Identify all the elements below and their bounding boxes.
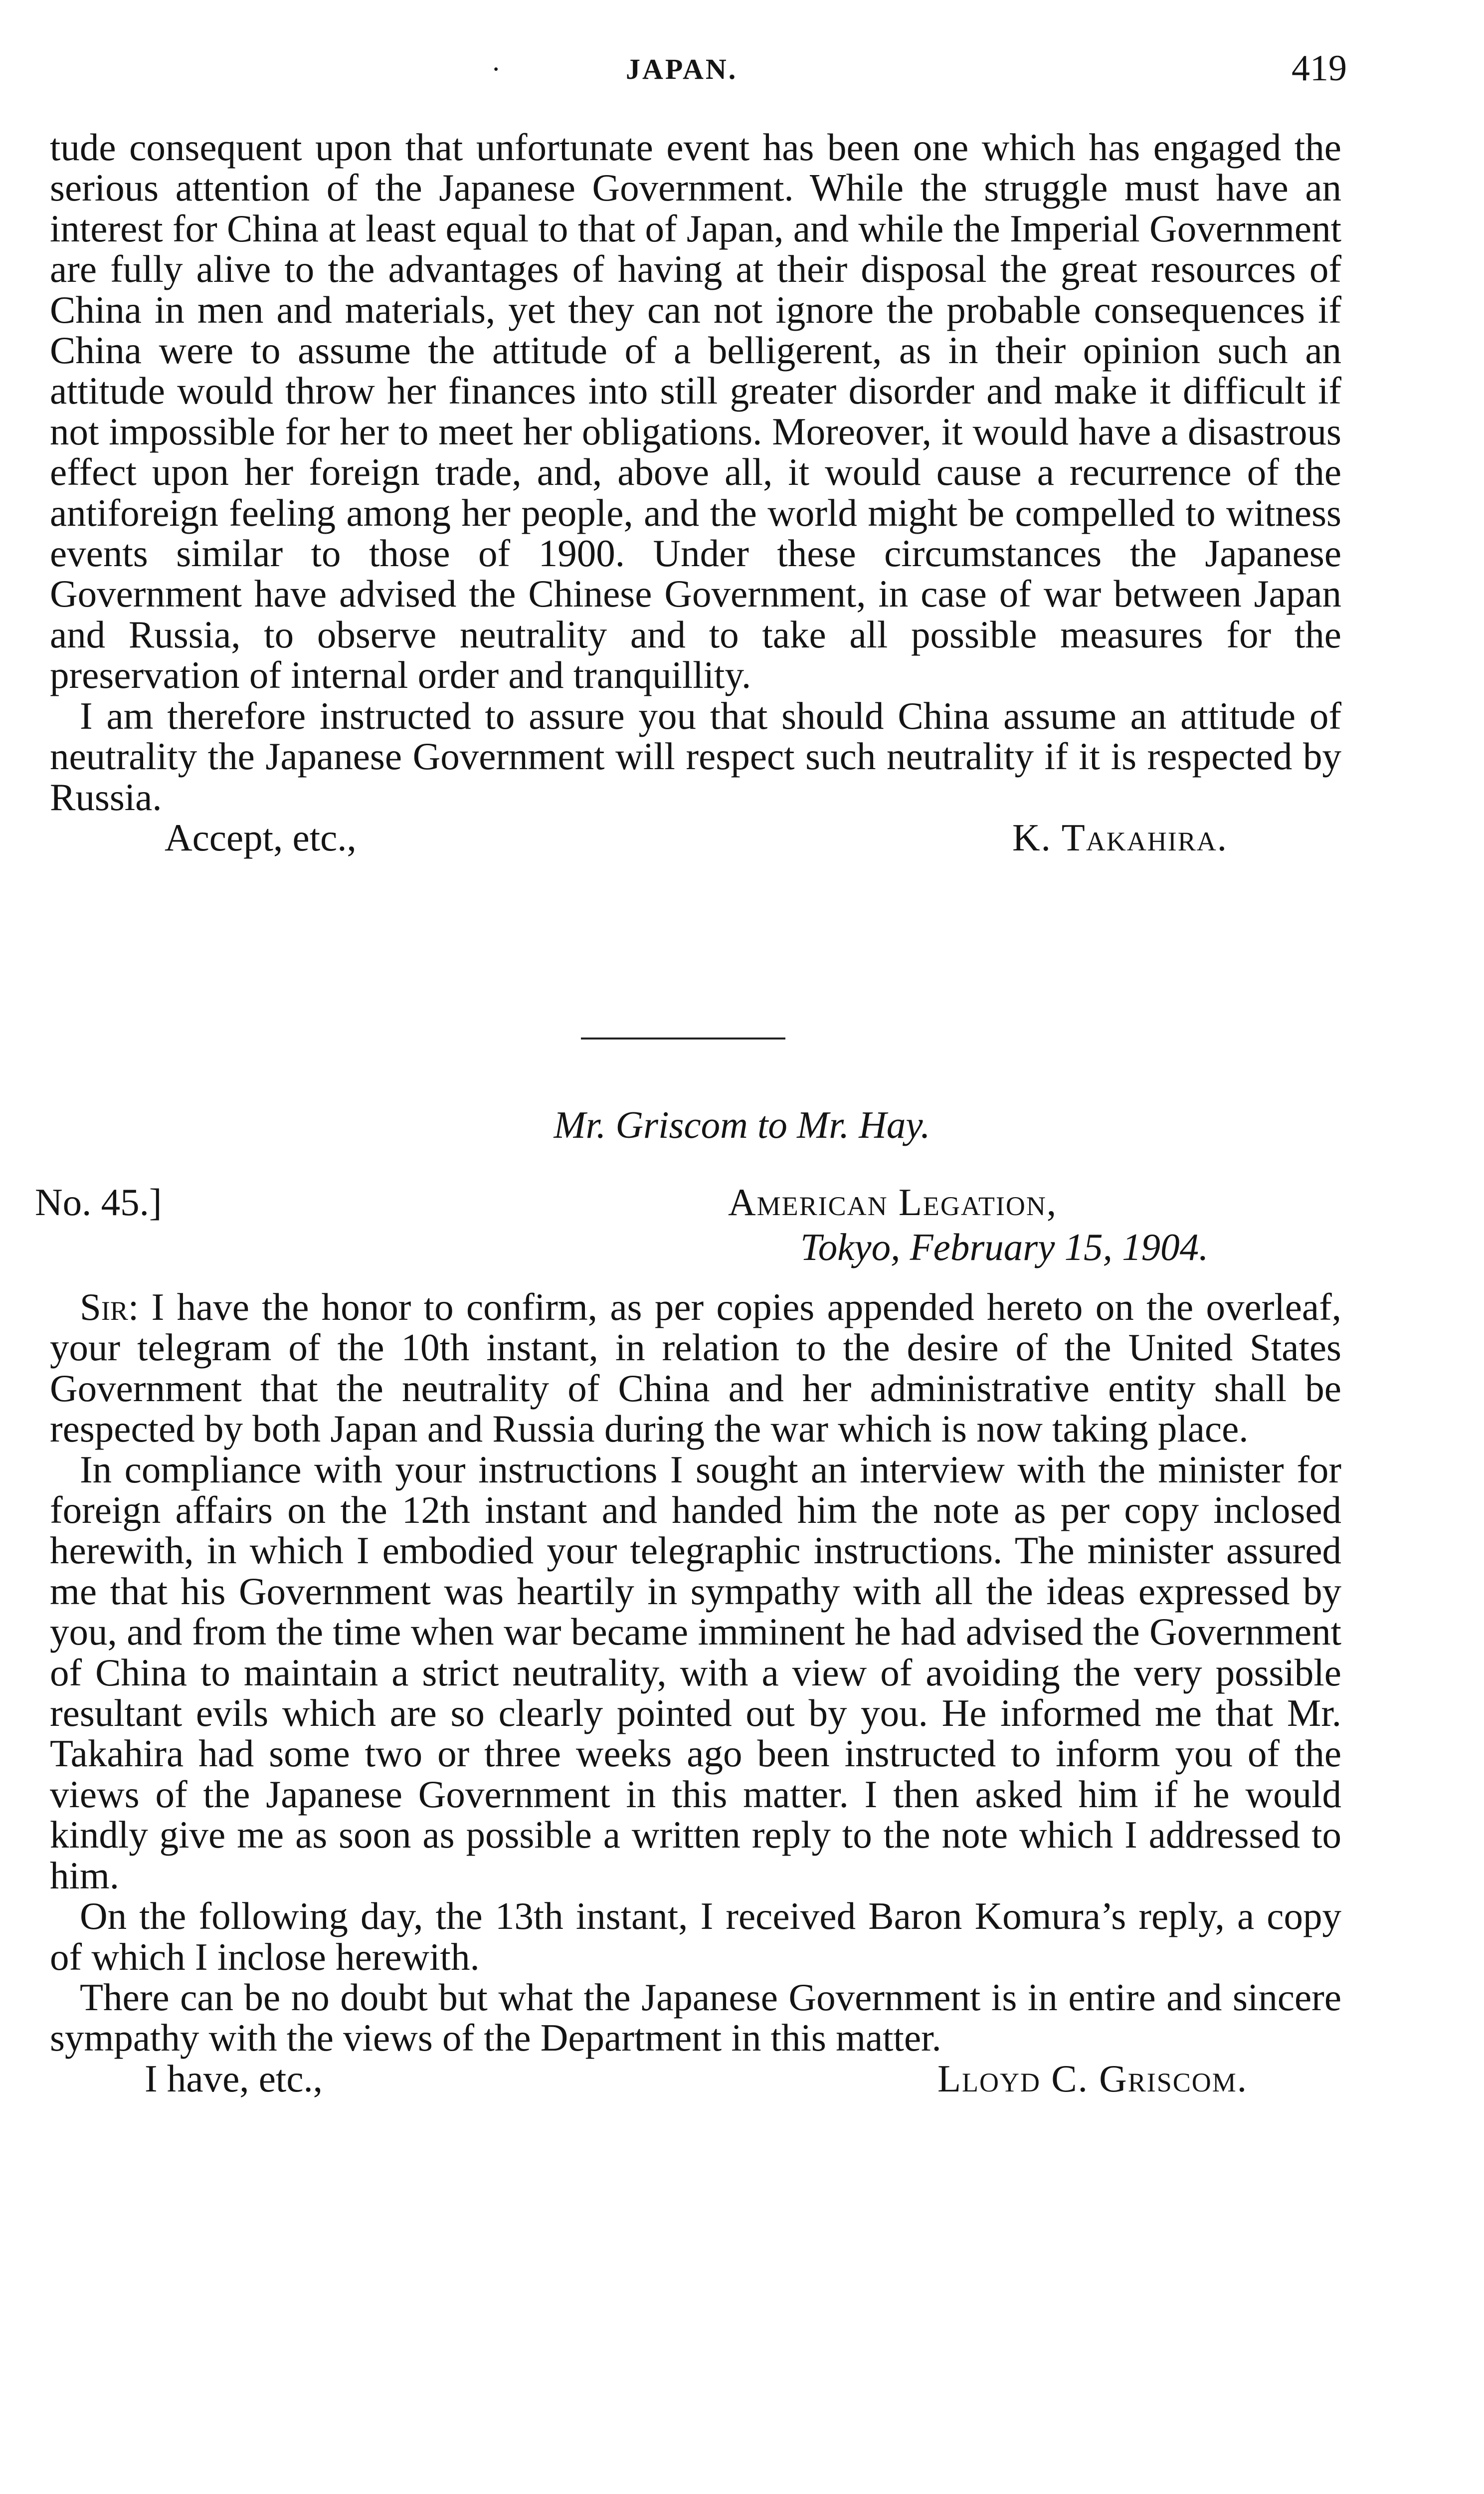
paragraph-4: There can be no doubt but what the Japanese Government is in entire and sincere sympathy with the views of the Department in this matter. — [50, 1975, 1341, 2060]
letter-heading: Mr. Griscom to Mr. Hay. — [554, 1103, 930, 1146]
continued-paragraph: tude consequent upon that unfortunate event has been one which has engaged the serious attention of the Japanese Government. While the struggle must have an interest for China at least equal to that of Japan, and while the Imperial Government are fully alive to the advantages of having at their disposal the great resources of China in men and materials, yet they can not ignore the probable consequences if China were to assume the attitude of a belligerent, as in their opinion such an attitude would throw her finances into still greater disorder and make it difficult if not impossible for her to meet her obligations. Moreover, it would have a disastrous effect upon her foreign trade, and, above all, it would cause a recurrence of the antiforeign feeling among her people, and the world might be compelled to witness events similar to those of 1900. Under these circumstances the Japanese Government have advised the Chinese Government, in case of war between Japan and Russia, to observe neutrality and to take all possible measures for the preservation of internal order and tranquillity. — [50, 126, 1341, 697]
assurance-paragraph: I am therefore instructed to assure you that should China assume an attitude of neutrality the Japanese Government will respect such neutrality if it is respected by Russia. — [50, 694, 1341, 819]
griscom-signature: Lloyd C. Griscom. — [937, 2057, 1248, 2100]
takahira-letter-body — [50, 127, 1341, 858]
takahira-closing: Accept, etc., — [165, 816, 357, 859]
running-title: JAPAN. — [626, 53, 738, 85]
page-number: 419 — [1292, 48, 1347, 89]
griscom-letter-body — [50, 1287, 1341, 2099]
section-divider — [581, 1038, 785, 1039]
paragraph-1-text: I have the honor to confirm, as per copies appended hereto on the overleaf, your telegram of the 10th instant, in relation to the desire of the United States Government that the neutrality of China and her administrative entity shall be respected by both Japan and Russia during the war which is now taking place. — [50, 1285, 1341, 1451]
takahira-signature: K. Takahira. — [1012, 816, 1228, 859]
griscom-closing-row — [50, 2059, 1341, 2099]
legation-name: American Legation, — [728, 1181, 1058, 1224]
paragraph-1 — [50, 1287, 1341, 1450]
takahira-closing-row — [50, 818, 1341, 858]
dateline: Tokyo, February 15, 1904. — [800, 1226, 1209, 1268]
griscom-closing: I have, etc., — [145, 2057, 323, 2100]
document-number: No. 45.] — [35, 1181, 162, 1224]
salutation: Sir: — [80, 1285, 139, 1328]
paragraph-2: In compliance with your instructions I sought an interview with the minister for foreign affairs on the 12th instant and handed him the note as per copy inclosed herewith, in which I embodied your telegraphic instructions. The minister assured me that his Government was heartily in sympathy with all the ideas expressed by you, and from the time when war became imminent he had advised the Government of China to maintain a strict neutrality, with a view of avoiding the very possible resultant evils which are so clearly pointed out by you. He informed me that Mr. Takahira had some two or three weeks ago been instructed to inform you of the views of the Japanese Government in this matter. I then asked him if he would kindly give me as soon as possible a written reply to the note which I addressed to him. — [50, 1448, 1341, 1897]
header-dot: · — [491, 53, 501, 85]
running-header — [0, 47, 1484, 92]
paragraph-3: On the following day, the 13th instant, I received Baron Komura’s reply, a copy of which I inclose herewith. — [50, 1894, 1341, 1978]
